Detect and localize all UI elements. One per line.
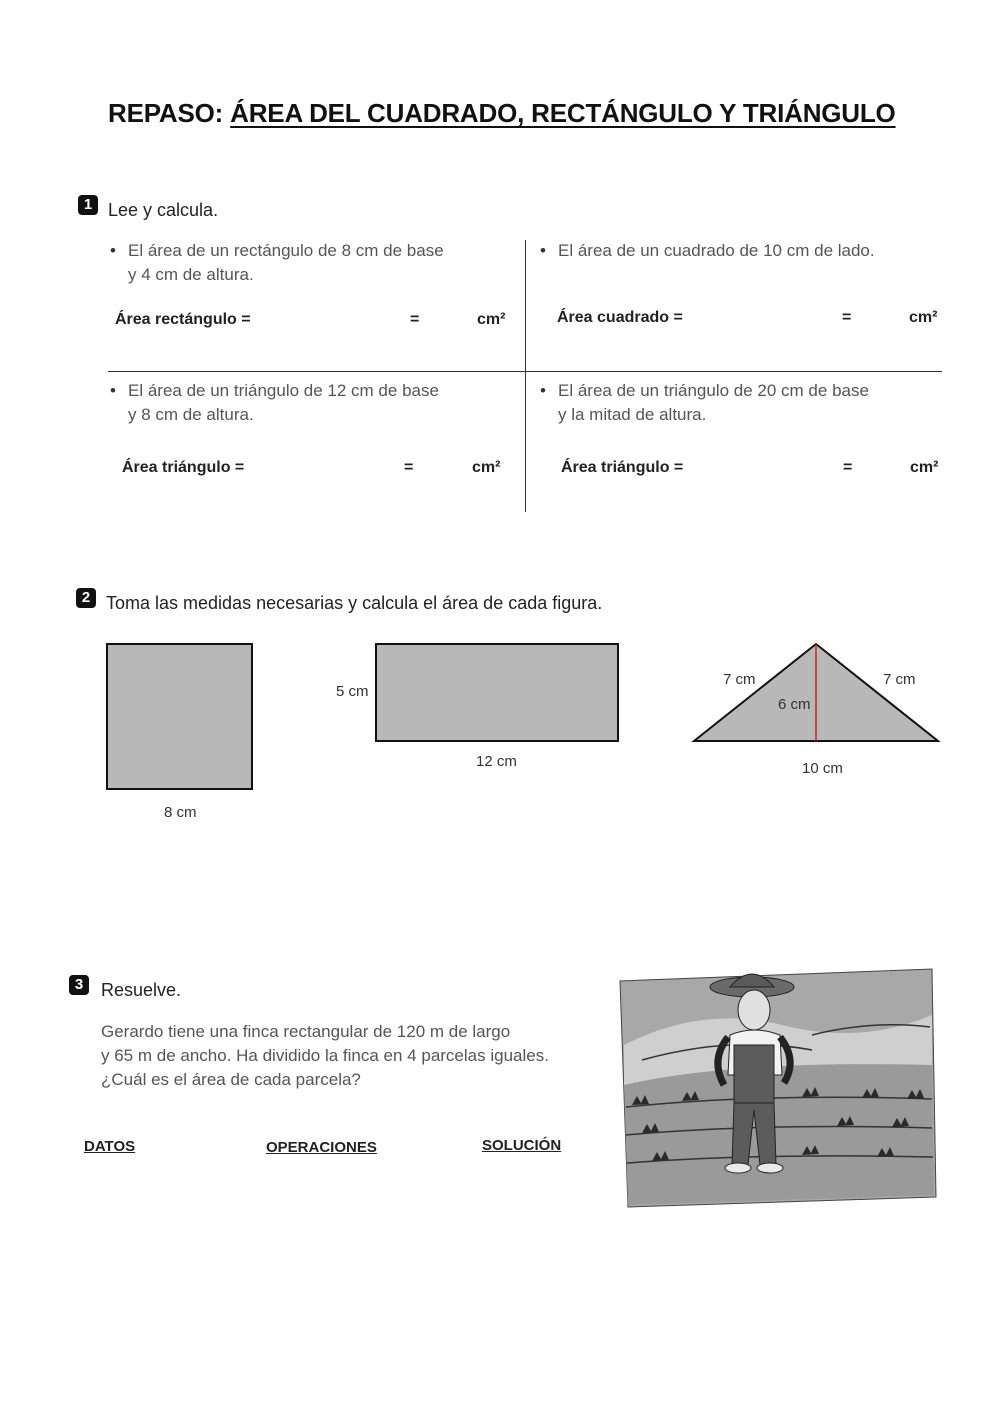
formula-label: Área cuadrado = (557, 309, 683, 326)
formula-label: Área triángulo = (122, 459, 245, 476)
item-line2: y la mitad de altura. (558, 405, 707, 424)
exercise-2-heading: Toma las medidas necesarias y calcula el área de cada figura. (106, 593, 603, 613)
problem-line: Gerardo tiene una finca rectangular de 120 m de largo (101, 1022, 511, 1041)
bullet-icon: • (540, 381, 546, 400)
section-solucion: SOLUCIÓN (482, 1137, 562, 1154)
triangle-base-label: 10 cm (802, 760, 843, 777)
exercise-2-badge: 2 (76, 588, 96, 608)
problem-line: ¿Cuál es el área de cada parcela? (101, 1070, 361, 1089)
section-operaciones: OPERACIONES (266, 1139, 377, 1156)
formula-equals: = (410, 311, 420, 328)
item-line1: El área de un rectángulo de 8 cm de base (128, 241, 444, 260)
exercise-1-heading: Lee y calcula. (108, 200, 219, 220)
rectangle-width-label: 12 cm (476, 753, 517, 770)
rectangle-height-label: 5 cm (336, 683, 369, 700)
triangle-height-label: 6 cm (778, 696, 811, 713)
item-line1: El área de un triángulo de 20 cm de base (558, 381, 869, 400)
bullet-icon: • (540, 241, 546, 260)
exercise-1-badge: 1 (78, 195, 98, 215)
section-datos: DATOS (84, 1138, 136, 1155)
problem-text (101, 1020, 549, 1092)
bullet-icon: • (110, 241, 116, 260)
formula-unit: cm² (910, 459, 939, 476)
item-line1: El área de un cuadrado de 10 cm de lado. (558, 241, 875, 260)
exercise-3-badge: 3 (69, 975, 89, 995)
title-prefix: REPASO: (108, 98, 231, 128)
square-figure (107, 644, 252, 789)
triangle-left-side-label: 7 cm (723, 671, 756, 688)
formula-equals: = (842, 309, 852, 326)
item-line2: y 8 cm de altura. (128, 405, 254, 424)
item-line1: El área de un triángulo de 12 cm de base (128, 381, 439, 400)
item-line2: y 4 cm de altura. (128, 265, 254, 284)
formula-equals: = (404, 459, 414, 476)
triangle-right-side-label: 7 cm (883, 671, 916, 688)
formula-label: Área triángulo = (561, 459, 684, 476)
formula-unit: cm² (909, 309, 938, 326)
formula-unit: cm² (477, 311, 506, 328)
exercise-3-heading: Resuelve. (101, 980, 182, 1000)
bullet-icon: • (110, 381, 116, 400)
formula-label: Área rectángulo = (115, 311, 251, 328)
problem-line: y 65 m de ancho. Ha dividido la finca en 4 parcelas iguales. (101, 1046, 549, 1065)
formula-equals: = (843, 459, 853, 476)
farmer-illustration-icon (612, 965, 942, 1210)
square-side-label: 8 cm (164, 804, 197, 821)
rectangle-figure (376, 644, 618, 741)
formula-unit: cm² (472, 459, 501, 476)
title-underlined: ÁREA DEL CUADRADO, RECTÁNGULO Y TRIÁNGULO (230, 98, 896, 128)
